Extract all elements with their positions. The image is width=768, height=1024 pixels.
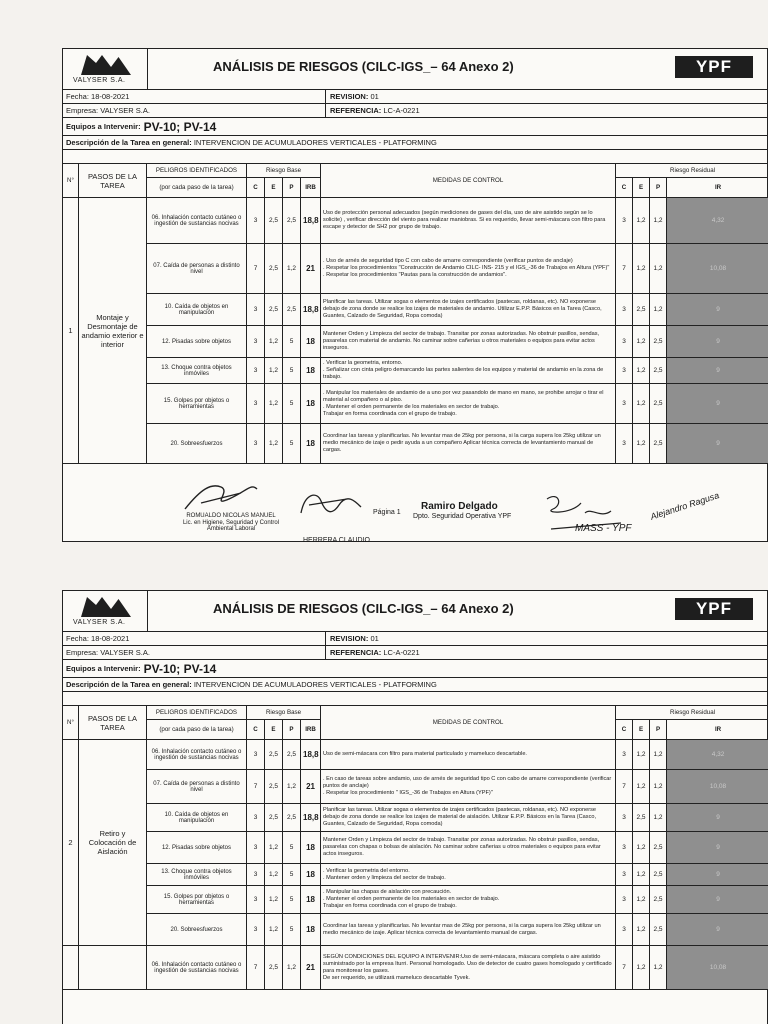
control-measures-cell: Mantener Orden y Limpieza del sector de trabajo. Transitar por zonas autorizadas. No obstruir pasillos, sendas, pasarelas con chapas o bolsas de aislación. No caminar sobre cañerias u otros materiales o equipos para evitar actos inseguros. [321,832,616,864]
hazard-cell: 10. Caída de objetos en manipulación [147,294,247,326]
ir-cell: 9 [667,914,768,946]
ir-cell: 9 [667,424,768,464]
col-e-header: E [265,720,283,740]
col-peligros-header: PELIGROS IDENTIFICADOS [147,164,247,178]
bottom-name: HERRERA CLAUDIO [303,537,370,544]
c-cell: 3 [247,424,265,464]
empresa-label: Empresa: [66,106,99,115]
p-cell: 1,2 [283,244,301,294]
company-logo-text: VALYSER S.A. [73,619,126,626]
ir-cell: 9 [667,886,768,914]
residual-e-cell: 1,2 [633,946,650,990]
empresa-value: VALYSER S.A. [100,106,150,115]
p-cell: 5 [283,384,301,424]
residual-c-cell: 3 [616,294,633,326]
residual-c-cell: 3 [616,832,633,864]
referencia-label: REFERENCIA: [330,648,382,657]
fecha-label: Fecha: [66,92,89,101]
irb-cell: 18 [301,864,321,886]
revision-value: 01 [370,634,379,643]
c-cell: 7 [247,946,265,990]
c-cell: 3 [247,294,265,326]
empresa-value: VALYSER S.A. [100,648,150,657]
hazard-cell: 12. Pisadas sobre objetos [147,326,247,358]
signature-romualdo [181,479,291,533]
equipos-row [63,118,767,136]
handwritten-mass: MASS - YPF [575,523,632,534]
col-residual-c-header: C [616,178,633,198]
col-residual-c-header: C [616,720,633,740]
control-measures-cell: . En caso de tareas sobre andamio, uso de arnés de seguridad tipo C con cabo de amarre correspondiente (verificar puntos de anclaje) . Respetar los procedimiento " IGS_-36 de Trabajos en Altura (YPF)" [321,770,616,804]
residual-c-cell: 3 [616,740,633,770]
residual-e-cell: 2,5 [633,294,650,326]
equipos-row [63,660,767,678]
residual-c-cell: 3 [616,384,633,424]
control-measures-cell: . Verificar la geometria del entorno. . Mantener orden y limpieza del sector de trabajo. [321,864,616,886]
col-riesgo-base-header: Riesgo Base [247,164,321,178]
empresa-row [63,104,767,118]
e-cell: 1,2 [265,358,283,384]
col-n-header: N° [63,164,79,198]
hazard-cell: 13. Choque contra objetos inmóviles [147,864,247,886]
residual-p-cell: 2,5 [650,424,667,464]
descripcion-row [63,678,767,692]
control-measures-cell: . Manipular los materiales de andamio de a uno por vez pasandolo de mano en mano, se prohibe arrojar o tirar el material al compañero o al piso. . Mantener el orden permanente de los materiales en sector de trabajo. Trabajar en forma coordinada con el grupo de trabajo. [321,384,616,424]
residual-p-cell: 1,2 [650,804,667,832]
control-measures-cell: Uso de protección personal adecuados (según mediciones de gases del día, uso de aire asistido según se lo solicite) , verificar dirección del viento para realizar maniobras. Si es requerido, llevar semi-máscara con filtro para escape y detector de SH2 por grupo de trabajo. [321,198,616,244]
risk-sheet-1 [62,48,768,542]
e-cell: 2,5 [265,740,283,770]
ir-cell: 4,32 [667,740,768,770]
col-peligros-sub-header: (por cada paso de la tarea) [147,178,247,198]
e-cell: 2,5 [265,946,283,990]
residual-p-cell: 2,5 [650,384,667,424]
risk-row [63,914,768,946]
company-logo [63,49,148,89]
irb-cell: 18 [301,326,321,358]
document-title: ANÁLISIS DE RIESGOS (CILC-IGS_– 64 Anexo 2) [213,601,514,616]
equipos-label: Equipos a Intervenir: [66,664,141,673]
equipos-label: Equipos a Intervenir: [66,122,141,131]
col-riesgo-residual-header: Riesgo Residual [616,164,768,178]
risk-sheet-2 [62,590,768,1024]
step-name-empty [79,946,147,990]
hazard-cell: 20. Sobreesfuerzos [147,424,247,464]
control-measures-cell: Planificar las tareas. Utilizar sogas o elementos de izajes certificados (pastecas, roldanas, etc). NO exponerse debajo de zona donde se realice los izajes de materiales de andamio. Utilizar E.P.P. Básicos en la Tarea (Casco, Guantes, Calzado de Seguridad, Ropa comoda) [321,294,616,326]
equipos-value: PV-10; PV-14 [143,119,217,134]
p-cell: 5 [283,832,301,864]
residual-p-cell: 2,5 [650,914,667,946]
control-measures-cell: Planificar las tareas. Utilizar sogas o elementos de izajes certificados (pastecas, roldanas, etc). NO exponerse debajo de zona donde se realice los izajes de material de aislación. Utilizar E.P.P. Básicos en la Tarea (Casco, Guantes, Calzado de Seguridad, Ropa comoda) [321,804,616,832]
referencia-value: LC-A-0221 [383,106,420,115]
step-number: 1 [63,198,79,464]
col-residual-e-header: E [633,720,650,740]
risk-table [62,163,768,464]
residual-e-cell: 1,2 [633,198,650,244]
c-cell: 3 [247,358,265,384]
hazard-cell: 06. Inhalación contacto cutáneo o ingestión de sustancias nocivas [147,198,247,244]
irb-cell: 18 [301,384,321,424]
col-p-header: P [283,178,301,198]
residual-e-cell: 1,2 [633,740,650,770]
handwritten-ragusa: Alejandro Ragusa [649,490,721,522]
col-medidas-header: MEDIDAS DE CONTROL [321,164,616,198]
p-cell: 1,2 [283,946,301,990]
ir-cell: 10,08 [667,770,768,804]
residual-c-cell: 3 [616,358,633,384]
risk-row [63,358,768,384]
hazard-cell: 13. Choque contra objetos inmóviles [147,358,247,384]
stamp-name: Ramiro Delgado [421,501,498,512]
fecha-value: 18-08-2021 [91,634,130,643]
risk-row [63,244,768,294]
signature-area [63,479,767,543]
residual-e-cell: 1,2 [633,358,650,384]
irb-cell: 21 [301,946,321,990]
col-residual-p-header: P [650,720,667,740]
residual-p-cell: 2,5 [650,326,667,358]
ypf-logo: YPF [675,56,753,78]
empresa-row [63,646,767,660]
residual-c-cell: 3 [616,886,633,914]
col-riesgo-base-header: Riesgo Base [247,706,321,720]
fecha-row [63,632,767,646]
residual-c-cell: 3 [616,424,633,464]
c-cell: 3 [247,198,265,244]
revision-value: 01 [370,92,379,101]
residual-p-cell: 2,5 [650,832,667,864]
irb-cell: 18 [301,886,321,914]
col-p-header: P [283,720,301,740]
residual-c-cell: 3 [616,914,633,946]
residual-c-cell: 3 [616,804,633,832]
residual-e-cell: 1,2 [633,244,650,294]
risk-row [63,770,768,804]
p-cell: 5 [283,864,301,886]
residual-e-cell: 1,2 [633,326,650,358]
hazard-cell: 12. Pisadas sobre objetos [147,832,247,864]
residual-p-cell: 1,2 [650,244,667,294]
c-cell: 3 [247,384,265,424]
irb-cell: 18 [301,358,321,384]
residual-p-cell: 1,2 [650,770,667,804]
col-ir-header: IR [667,720,768,740]
residual-c-cell: 7 [616,770,633,804]
hazard-cell: 06. Inhalación contacto cutáneo o ingestión de sustancias nocivas [147,740,247,770]
risk-row [63,424,768,464]
control-measures-cell: Mantener Orden y Limpieza del sector de trabajo. Transitar por zonas autorizadas. No obstruir pasillos, sendas, pasarelas con material de andamio. No caminar sobre cañerias u otros materiales o equipos para evitar actos inseguros. [321,326,616,358]
residual-p-cell: 1,2 [650,198,667,244]
ir-cell: 9 [667,832,768,864]
residual-e-cell: 1,2 [633,886,650,914]
hazard-cell: 10. Caída de objetos en manipulación [147,804,247,832]
ir-cell: 4,32 [667,198,768,244]
col-irb-header: IRB [301,178,321,198]
fecha-value: 18-08-2021 [91,92,130,101]
col-irb-header: IRB [301,720,321,740]
revision-label: REVISION: [330,92,369,101]
residual-c-cell: 3 [616,198,633,244]
risk-row [63,384,768,424]
e-cell: 1,2 [265,832,283,864]
ir-cell: 9 [667,864,768,886]
col-c-header: C [247,178,265,198]
col-n-header: N° [63,706,79,740]
valyser-logo-icon [81,55,131,75]
p-cell: 2,5 [283,740,301,770]
descripcion-label: Descripción de la Tarea en general: [66,680,192,689]
residual-c-cell: 7 [616,946,633,990]
irb-cell: 18,8 [301,804,321,832]
risk-row [63,864,768,886]
valyser-logo-icon [81,597,131,617]
risk-table [62,705,768,990]
e-cell: 1,2 [265,886,283,914]
descripcion-value: INTERVENCION DE ACUMULADORES VERTICALES - PLATFORMING [193,138,437,147]
step-name: Retiro y Colocación de Aislación [79,740,147,946]
hazard-cell: 06. Inhalación contacto cutáneo o ingestión de sustancias nocivas [147,946,247,990]
stamp-title: Dpto. Seguridad Operativa YPF [413,513,512,520]
sheet-header [63,49,767,90]
control-measures-cell: Coordinar las tareas y planificarlas. No levantar mas de 25kg por persona, si la carga supera los 25kg utilizar un medio mecánico de izaje. Aplicar técnica correcta de levantamiento manual de cargas. [321,914,616,946]
ypf-logo: YPF [675,598,753,620]
risk-row [63,946,768,990]
residual-c-cell: 7 [616,244,633,294]
document-title: ANÁLISIS DE RIESGOS (CILC-IGS_– 64 Anexo 2) [213,59,514,74]
e-cell: 2,5 [265,244,283,294]
descripcion-row [63,136,767,150]
irb-cell: 18 [301,914,321,946]
residual-p-cell: 1,2 [650,946,667,990]
referencia-label: REFERENCIA: [330,106,382,115]
hazard-cell: 15. Golpes por objetos o herramientas [147,886,247,914]
c-cell: 3 [247,832,265,864]
col-residual-e-header: E [633,178,650,198]
control-measures-cell: Uso de semi-máscara con filtro para material particulado y mameluco descartable. [321,740,616,770]
e-cell: 2,5 [265,804,283,832]
c-cell: 3 [247,804,265,832]
c-cell: 3 [247,914,265,946]
p-cell: 5 [283,914,301,946]
irb-cell: 18,8 [301,740,321,770]
control-measures-cell: Coordinar las tareas y planificarlas. No levantar mas de 25kg por persona, si la carga supera los 25kg utilizar un medio mecánico de izaje o pedir ayuda a un compañero Aplicar técnica correcta de levantamiento manual de cargas. [321,424,616,464]
col-pasos-header: PASOS DE LA TAREA [79,706,147,740]
residual-p-cell: 1,2 [650,294,667,326]
p-cell: 5 [283,358,301,384]
col-peligros-sub-header: (por cada paso de la tarea) [147,720,247,740]
c-cell: 3 [247,886,265,914]
residual-p-cell: 2,5 [650,886,667,914]
descripcion-value: INTERVENCION DE ACUMULADORES VERTICALES - PLATFORMING [193,680,437,689]
residual-e-cell: 1,2 [633,832,650,864]
risk-row [63,294,768,326]
irb-cell: 18 [301,832,321,864]
residual-e-cell: 2,5 [633,804,650,832]
signature-romualdo-title: Lic. en Higiene, Seguridad y Control Ambiental Laboral [182,519,280,532]
page-number: Página 1 [373,509,401,516]
risk-row [63,198,768,244]
control-measures-cell: . Manipular las chapas de aislación con precaución. . Mantener el orden permanente de los materiales en sector de trabajo. Trabajar en forma coordinada con el grupo de trabajo. [321,886,616,914]
control-measures-cell: SEGÚN CONDICIONES DEL EQUIPO A INTERVENIR:Uso de semi-máscara, máscara completa o aire asistido suministrado por la empresa Iturri. Personal homologado. Uso de detector de cuatro gases homologado y certificado para monitorear los gases. De ser requerido, se utilizará mameluco descartable Tyvek. [321,946,616,990]
risk-row [63,886,768,914]
hazard-cell: 20. Sobreesfuerzos [147,914,247,946]
ir-cell: 10,08 [667,946,768,990]
risk-row [63,832,768,864]
col-medidas-header: MEDIDAS DE CONTROL [321,706,616,740]
col-riesgo-residual-header: Riesgo Residual [616,706,768,720]
irb-cell: 18 [301,424,321,464]
residual-p-cell: 2,5 [650,864,667,886]
p-cell: 1,2 [283,770,301,804]
residual-p-cell: 1,2 [650,740,667,770]
fecha-row [63,90,767,104]
descripcion-label: Descripción de la Tarea en general: [66,138,192,147]
risk-row [63,804,768,832]
residual-c-cell: 3 [616,326,633,358]
step-number: 2 [63,740,79,946]
e-cell: 2,5 [265,770,283,804]
c-cell: 3 [247,740,265,770]
ir-cell: 9 [667,384,768,424]
sheet-header [63,591,767,632]
step-number-empty [63,946,79,990]
col-pasos-header: PASOS DE LA TAREA [79,164,147,198]
c-cell: 3 [247,864,265,886]
company-logo [63,591,148,631]
control-measures-cell: . Uso de arnés de seguridad tipo C con cabo de amarre correspondiente (verificar puntos de anclaje) . Respetar los procedimientos "Construcción de Andamio CILC- INS- 215 y el IGS_-36 de Trabajos en Altura (YPF)" . Respetar los procedimientos "Pautas para la construcción de andamios". [321,244,616,294]
p-cell: 2,5 [283,804,301,832]
risk-row [63,326,768,358]
residual-e-cell: 1,2 [633,914,650,946]
empresa-label: Empresa: [66,648,99,657]
revision-label: REVISION: [330,634,369,643]
irb-cell: 18,8 [301,198,321,244]
ir-cell: 10,08 [667,244,768,294]
hazard-cell: 07. Caída de personas a distinto nivel [147,770,247,804]
risk-row [63,740,768,770]
p-cell: 5 [283,886,301,914]
residual-c-cell: 3 [616,864,633,886]
c-cell: 7 [247,244,265,294]
equipos-value: PV-10; PV-14 [143,661,217,676]
irb-cell: 18,8 [301,294,321,326]
e-cell: 1,2 [265,914,283,946]
irb-cell: 21 [301,770,321,804]
control-measures-cell: . Verificar la geometria, entorno. . Señalizar con cinta peligro demarcando las partes salientes de los equipos y material de andamio en la zona de trabajo. [321,358,616,384]
residual-p-cell: 2,5 [650,358,667,384]
c-cell: 7 [247,770,265,804]
company-logo-text: VALYSER S.A. [73,77,126,84]
hazard-cell: 07. Caída de personas a distinto nivel [147,244,247,294]
p-cell: 5 [283,424,301,464]
hazard-cell: 15. Golpes por objetos o herramientas [147,384,247,424]
residual-e-cell: 1,2 [633,384,650,424]
col-c-header: C [247,720,265,740]
residual-e-cell: 1,2 [633,864,650,886]
c-cell: 3 [247,326,265,358]
p-cell: 2,5 [283,294,301,326]
signature-romualdo-name: ROMUALDO NICOLAS MANUEL [186,513,276,519]
fecha-label: Fecha: [66,634,89,643]
residual-e-cell: 1,2 [633,770,650,804]
residual-e-cell: 1,2 [633,424,650,464]
step-name: Montaje y Desmontaje de andamio exterior e interior [79,198,147,464]
col-ir-header: IR [667,178,768,198]
ir-cell: 9 [667,294,768,326]
e-cell: 1,2 [265,424,283,464]
e-cell: 2,5 [265,294,283,326]
e-cell: 1,2 [265,326,283,358]
col-peligros-header: PELIGROS IDENTIFICADOS [147,706,247,720]
ir-cell: 9 [667,358,768,384]
ir-cell: 9 [667,804,768,832]
e-cell: 1,2 [265,864,283,886]
p-cell: 2,5 [283,198,301,244]
irb-cell: 21 [301,244,321,294]
e-cell: 1,2 [265,384,283,424]
signature-herrera [295,487,365,521]
col-e-header: E [265,178,283,198]
col-residual-p-header: P [650,178,667,198]
ir-cell: 9 [667,326,768,358]
referencia-value: LC-A-0221 [383,648,420,657]
e-cell: 2,5 [265,198,283,244]
p-cell: 5 [283,326,301,358]
